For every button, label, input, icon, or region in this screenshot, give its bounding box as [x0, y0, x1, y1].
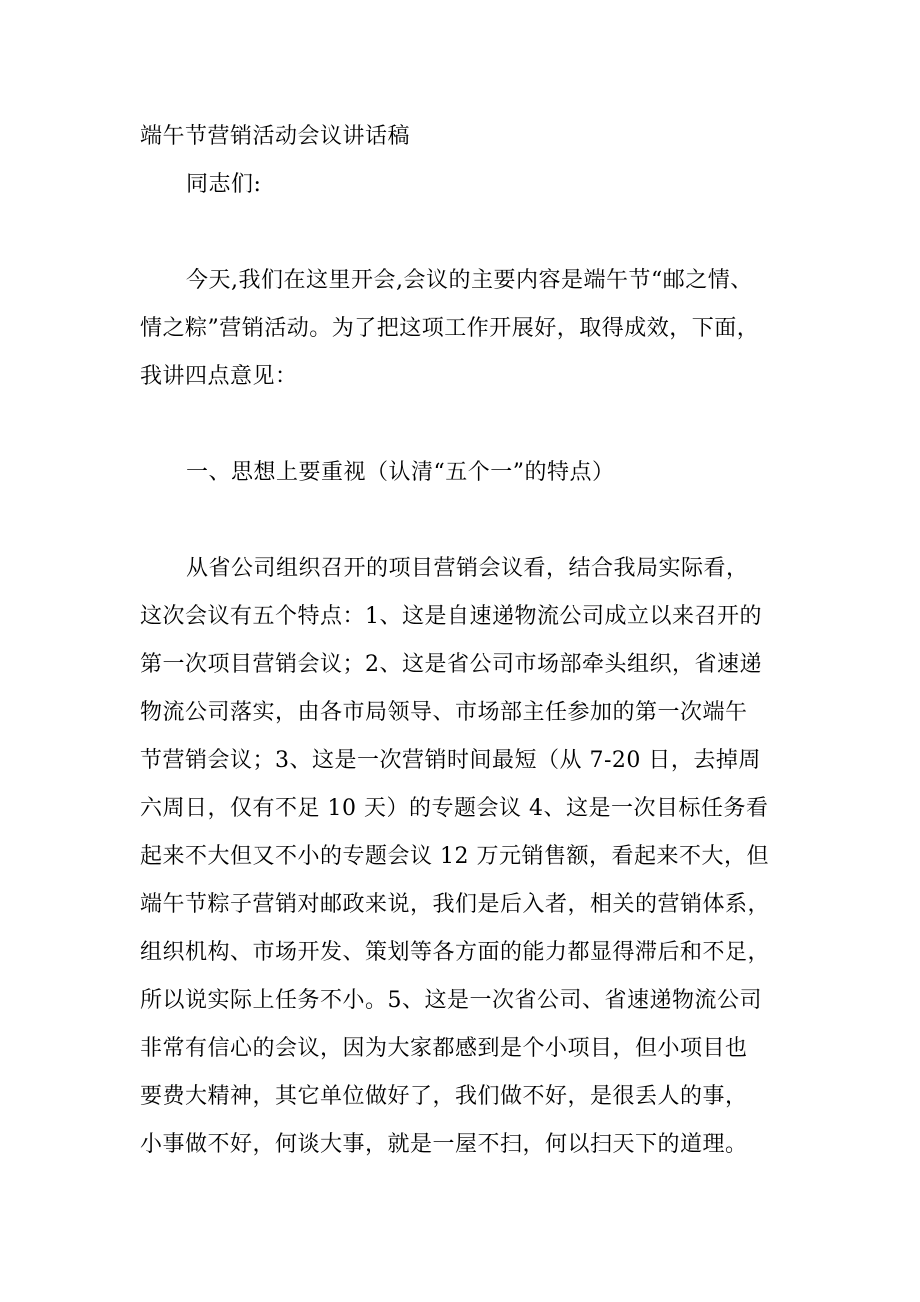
paragraph-2-line-10: 所以说实际上任务不小。5、这是一次省公司、省速递物流公司 [140, 988, 762, 1013]
paragraph-1-line-2: 情之粽”营销活动。为了把这项工作开展好，取得成效，下面， [140, 316, 760, 341]
paragraph-2-line-5: 节营销会议；3、这是一次营销时间最短（从 7-20 日，去掉周 [140, 748, 761, 773]
paragraph-1-line-3: 我讲四点意见： [140, 364, 298, 389]
paragraph-2-line-7: 起来不大但又不小的专题会议 12 万元销售额，看起来不大，但 [140, 844, 769, 869]
salutation: 同志们: [186, 172, 262, 197]
paragraph-2-line-8: 端午节粽子营销对邮政来说，我们是后入者，相关的营销体系， [140, 892, 771, 917]
paragraph-2-line-1: 从省公司组织召开的项目营销会议看，结合我局实际看， [186, 556, 749, 581]
paragraph-2-line-3: 第一次项目营销会议；2、这是省公司市场部牵头组织，省速递 [140, 652, 762, 677]
paragraph-2-line-9: 组织机构、市场开发、策划等各方面的能力都显得滞后和不足， [140, 940, 771, 965]
paragraph-2-line-6: 六周日，仅有不足 10 天）的专题会议 4、这是一次目标任务看 [140, 796, 769, 821]
paragraph-2-line-13: 小事做不好，何谈大事，就是一屋不扫，何以扫天下的道理。 [140, 1132, 748, 1157]
document-title: 端午节营销活动会议讲话稿 [140, 124, 411, 149]
paragraph-2-line-12: 要费大精神，其它单位做好了，我们做不好，是很丢人的事， [140, 1084, 748, 1109]
paragraph-2-line-11: 非常有信心的会议，因为大家都感到是个小项目，但小项目也 [140, 1036, 748, 1061]
paragraph-2-line-4: 物流公司落实，由各市局领导、市场部主任参加的第一次端午 [140, 700, 748, 725]
paragraph-1-line-1: 今天,我们在这里开会,会议的主要内容是端午节“邮之情、 [186, 268, 753, 293]
paragraph-2-line-2: 这次会议有五个特点：1、这是自速递物流公司成立以来召开的 [140, 604, 762, 629]
section-heading-1: 一、思想上要重视（认清“五个一”的特点） [186, 460, 615, 485]
